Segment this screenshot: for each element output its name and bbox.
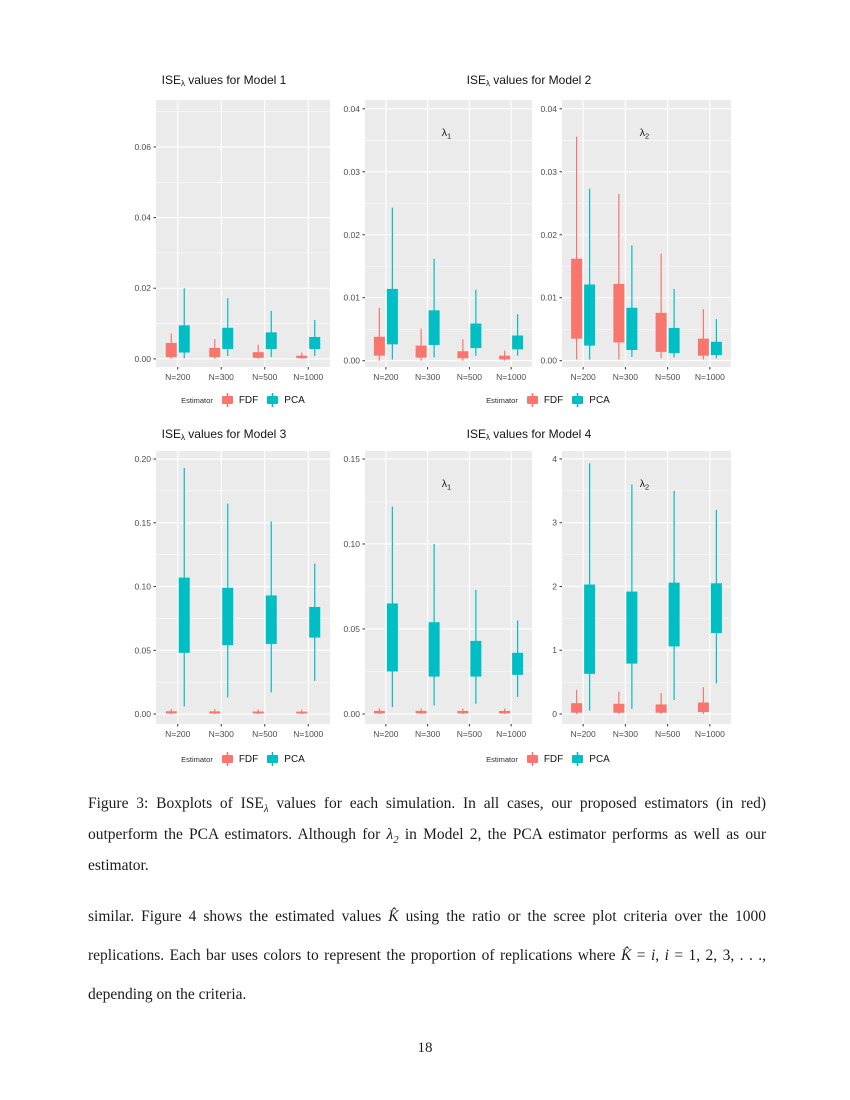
y-tick-label: 0.00 <box>343 708 360 719</box>
y-tick-label: 0.02 <box>540 229 557 240</box>
y-tick-label: 0.04 <box>343 103 360 114</box>
plot-panels <box>118 100 330 387</box>
facet-annotation: $\lambda_2$ <box>639 127 650 141</box>
legend-key-fdf <box>220 393 258 407</box>
figure-model-2 <box>327 63 731 407</box>
x-tick-label: N=300 <box>208 372 234 382</box>
legend-key-pca <box>570 393 610 407</box>
y-tick-label: 0.04 <box>134 212 151 223</box>
figure-model-3 <box>118 423 330 766</box>
ise-lambda-subscript: λ <box>263 803 269 816</box>
y-tick-label: 0.01 <box>540 292 557 303</box>
legend-key-pca <box>265 752 305 766</box>
x-tick-label: N=200 <box>165 729 191 739</box>
box-fdf <box>296 712 307 714</box>
legend-key-pca <box>265 393 305 407</box>
box-pca <box>222 588 233 645</box>
y-tick-label: 0.03 <box>540 166 557 177</box>
y-tick-label: 0.06 <box>134 141 151 152</box>
legend-label: PCA <box>589 394 610 406</box>
plot-title: $ISE_\lambda$ values for Model 2 <box>466 73 592 88</box>
y-tick-label: 0.00 <box>134 353 151 364</box>
box-pca <box>626 308 637 350</box>
x-tick-label: N=200 <box>165 372 191 382</box>
figure-model-1 <box>118 63 330 407</box>
legend-label: FDF <box>238 394 259 406</box>
box-fdf <box>457 711 468 714</box>
x-tick-label: N=200 <box>570 372 596 382</box>
x-tick-label: N=200 <box>373 729 399 739</box>
box-fdf <box>613 284 624 343</box>
box-pca <box>387 289 398 344</box>
fdf-boxplot-key-icon <box>525 752 540 766</box>
box-fdf <box>698 339 709 356</box>
x-tick-label: N=200 <box>373 372 399 382</box>
box-pca <box>222 328 233 349</box>
y-tick-label: 0 <box>552 708 557 719</box>
box-fdf <box>253 712 264 714</box>
box-fdf <box>166 343 177 357</box>
x-tick-label: N=500 <box>456 372 483 382</box>
x-tick-label: N=500 <box>654 372 681 382</box>
box-pca <box>584 585 595 674</box>
box-pca <box>429 622 440 676</box>
x-tick-label: N=1000 <box>496 372 527 382</box>
plot-title: $ISE_\lambda$ values for Model 1 <box>161 73 287 88</box>
y-tick-label: 0.20 <box>134 454 151 465</box>
fdf-boxplot-key-icon <box>220 752 235 766</box>
y-tick-label: 1 <box>552 645 557 656</box>
plot-panels <box>118 451 330 744</box>
boxplot-panel <box>327 451 532 744</box>
y-tick-label: 0.15 <box>343 453 360 464</box>
y-tick-label: 0.02 <box>343 229 360 240</box>
y-tick-label: 0.10 <box>134 581 151 592</box>
box-fdf <box>613 704 624 713</box>
box-pca <box>266 595 277 643</box>
k-hat-symbol: K̂ <box>621 947 632 964</box>
box-fdf <box>253 352 264 358</box>
plot-legend <box>327 393 731 407</box>
box-pca <box>626 592 637 664</box>
figure-model-4 <box>327 423 731 766</box>
box-fdf <box>457 351 468 358</box>
y-tick-label: 3 <box>552 517 557 528</box>
model-2-reference-link[interactable]: 2 <box>469 826 478 844</box>
box-fdf <box>209 348 220 357</box>
box-fdf <box>698 703 709 713</box>
y-tick-label: 4 <box>552 453 557 464</box>
x-tick-label: N=1000 <box>293 729 324 739</box>
page-number: 18 <box>417 1040 433 1056</box>
x-tick-label: N=1000 <box>293 372 324 382</box>
x-tick-label: N=1000 <box>496 729 527 739</box>
box-fdf <box>656 313 667 352</box>
y-tick-label: 0.01 <box>343 292 360 303</box>
box-pca <box>470 641 481 677</box>
box-fdf <box>209 711 220 713</box>
legend-key-fdf <box>220 752 258 766</box>
legend-title: Estimator <box>181 395 213 405</box>
legend-label: FDF <box>543 394 564 406</box>
legend-label: FDF <box>543 753 564 765</box>
box-pca <box>669 583 680 647</box>
box-fdf <box>416 346 427 358</box>
plot-panels <box>327 451 731 744</box>
y-tick-label: 0.00 <box>134 709 151 720</box>
figure-caption: Figure 3: Boxplots of $ISE_\lambda$ values for each simulation. In all cases, our proposed estimators (in red) outperform the PCA estimators. Although for $\lambda_2$ in Model 2, the PCA estimator performs as well as our estimator. <box>88 795 767 875</box>
legend-label: PCA <box>284 753 305 765</box>
y-tick-label: 2 <box>552 581 557 592</box>
box-pca <box>584 285 595 346</box>
x-tick-label: N=200 <box>570 729 596 739</box>
y-tick-label: 0.00 <box>343 355 360 366</box>
pca-boxplot-key-icon <box>265 393 280 407</box>
y-tick-label: 0.04 <box>540 103 557 114</box>
x-tick-label: N=300 <box>612 729 639 739</box>
x-tick-label: N=500 <box>456 729 483 739</box>
legend-key-fdf <box>525 752 563 766</box>
pca-boxplot-key-icon <box>265 752 280 766</box>
boxplot-panel <box>118 100 330 387</box>
legend-key-pca <box>570 752 610 766</box>
legend-title: Estimator <box>181 754 213 764</box>
boxplot-panel <box>532 100 731 387</box>
boxplot-panel <box>327 100 532 387</box>
boxplot-panel <box>118 451 330 744</box>
legend-label: PCA <box>284 394 305 406</box>
plot-panels <box>327 100 731 387</box>
plot-legend <box>118 752 330 766</box>
box-fdf <box>166 711 177 713</box>
pca-boxplot-key-icon <box>570 393 585 407</box>
x-tick-label: N=300 <box>612 372 639 382</box>
x-tick-label: N=500 <box>252 372 278 382</box>
y-tick-label: 0.15 <box>134 517 151 528</box>
box-fdf <box>374 337 385 356</box>
facet-annotation: $\lambda_1$ <box>441 478 452 492</box>
lambda-symbol: λ <box>386 826 394 844</box>
panel-background <box>365 451 532 724</box>
legend-label: FDF <box>238 753 259 765</box>
box-fdf <box>499 356 510 360</box>
legend-title: Estimator <box>486 754 518 764</box>
body-paragraph: similar. Figure 4 shows the estimated values K̂ using the ratio or the scree plot criteria over the 1000 replications. Each bar uses colors to represent the proportion of replications where K̂ = i, i = 1, 2, 3, . . ., depending on the criteria. <box>88 908 767 1003</box>
facet-annotation: $\lambda_2$ <box>639 478 650 492</box>
box-pca <box>512 653 523 675</box>
box-pca <box>179 325 190 352</box>
y-tick-label: 0.03 <box>343 166 360 177</box>
legend-label: PCA <box>589 753 610 765</box>
y-tick-label: 0.00 <box>540 355 557 366</box>
x-tick-label: N=1000 <box>694 372 725 382</box>
x-tick-label: N=300 <box>414 729 441 739</box>
k-hat-symbol: K̂ <box>388 908 399 925</box>
boxplot-panel <box>532 451 731 744</box>
legend-key-fdf <box>525 393 563 407</box>
y-tick-label: 0.05 <box>343 623 360 634</box>
x-tick-label: N=300 <box>208 729 234 739</box>
box-pca <box>711 342 722 355</box>
pca-boxplot-key-icon <box>570 752 585 766</box>
plot-title: $ISE_\lambda$ values for Model 4 <box>466 427 592 442</box>
box-fdf <box>374 711 385 714</box>
box-pca <box>711 583 722 633</box>
box-fdf <box>571 259 582 339</box>
facet-annotation: $\lambda_1$ <box>441 127 452 141</box>
box-pca <box>309 337 320 349</box>
box-pca <box>429 310 440 345</box>
fdf-boxplot-key-icon <box>525 393 540 407</box>
box-pca <box>387 603 398 671</box>
y-tick-label: 0.05 <box>134 645 151 656</box>
x-tick-label: N=500 <box>252 729 278 739</box>
box-pca <box>309 607 320 638</box>
box-pca <box>179 578 190 653</box>
box-pca <box>669 328 680 353</box>
plot-legend <box>327 752 731 766</box>
box-fdf <box>296 356 307 358</box>
box-pca <box>266 332 277 349</box>
figure-4-reference-link[interactable]: 4 <box>188 908 197 925</box>
box-fdf <box>416 711 427 714</box>
legend-title: Estimator <box>486 395 518 405</box>
box-fdf <box>656 704 667 712</box>
y-tick-label: 0.10 <box>343 538 360 549</box>
box-pca <box>512 336 523 350</box>
x-tick-label: N=500 <box>654 729 681 739</box>
fdf-boxplot-key-icon <box>220 393 235 407</box>
plot-legend <box>118 393 330 407</box>
x-tick-label: N=300 <box>414 372 441 382</box>
x-tick-label: N=1000 <box>694 729 725 739</box>
box-pca <box>470 324 481 349</box>
box-fdf <box>499 711 510 714</box>
y-tick-label: 0.02 <box>134 283 151 294</box>
plot-title: $ISE_\lambda$ values for Model 3 <box>161 427 287 442</box>
box-fdf <box>571 703 582 713</box>
